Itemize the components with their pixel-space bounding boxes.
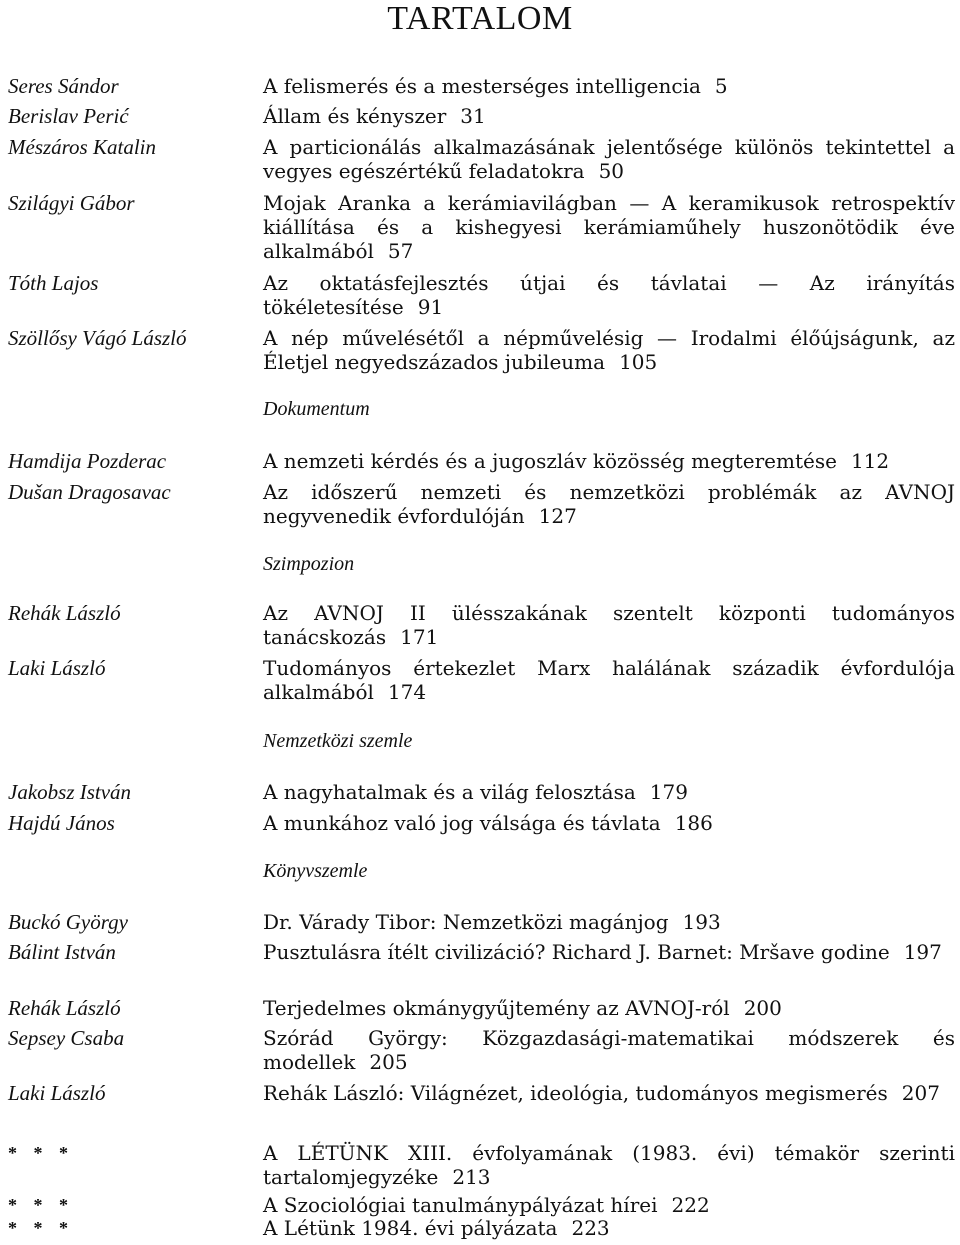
entry-title[interactable]: Szórád György: Közgazdasági-matematikai módszerek és modellek 205 xyxy=(263,1026,955,1074)
entry-page: 5 xyxy=(714,74,728,98)
entry-page: 171 xyxy=(400,625,439,649)
entry-title[interactable]: Az oktatásfejlesztés útjai és távlatai — Az irányítás tökéletesítése 91 xyxy=(263,271,955,319)
entry-title[interactable]: Pusztulásra ítélt civilizáció? Richard J. Barnet: Mršave godine 197 xyxy=(263,940,942,964)
section-heading-nemzetkozi-szemle: Nemzetközi szemle xyxy=(263,730,413,752)
entry-author: Szöllősy Vágó László xyxy=(8,326,187,350)
entry-title[interactable]: Tudományos értekezlet Marx halálának századik évfordulója alkalmából 174 xyxy=(263,656,955,704)
section-heading-szimpozion: Szimpozion xyxy=(263,553,355,575)
entry-author: Buckó György xyxy=(8,910,128,934)
entry-page: 222 xyxy=(671,1193,710,1217)
entry-page: 193 xyxy=(682,910,721,934)
entry-page: 207 xyxy=(901,1081,940,1105)
entry-page: 223 xyxy=(571,1216,610,1240)
entry-page: 112 xyxy=(850,449,890,473)
entry-page: 174 xyxy=(387,680,427,704)
entry-page: 91 xyxy=(417,295,444,319)
asterism: * * * xyxy=(8,1195,74,1215)
entry-title[interactable]: A Szociológiai tanulmánypályázat hírei 222 xyxy=(263,1193,710,1217)
entry-page: 186 xyxy=(674,811,713,835)
entry-title[interactable]: A nagyhatalmak és a világ felosztása 179 xyxy=(263,780,688,804)
entry-title[interactable]: Állam és kényszer 31 xyxy=(263,104,486,128)
entry-title[interactable]: A nemzeti kérdés és a jugoszláv közösség megteremtése 112 xyxy=(263,449,890,473)
entry-author: Berislav Perić xyxy=(8,104,129,128)
section-heading-konyvszemle: Könyvszemle xyxy=(263,860,368,882)
entry-title[interactable]: A nép művelésétől a népművelésig — Irodalmi élőújságunk, az Életjel negyedszázados jubileuma 105 xyxy=(263,326,955,374)
entry-author: Hamdija Pozderac xyxy=(8,449,167,473)
entry-page: 179 xyxy=(649,780,688,804)
entry-page: 197 xyxy=(903,940,942,964)
entry-title[interactable]: Az AVNOJ II ülésszakának szentelt központi tudományos tanácskozás 171 xyxy=(263,601,955,649)
entry-title[interactable]: Rehák László: Világnézet, ideológia, tudományos megismerés 207 xyxy=(263,1081,940,1105)
page-title: TARTALOM xyxy=(387,0,573,37)
entry-author: Tóth Lajos xyxy=(8,271,99,295)
entry-title[interactable]: Az időszerű nemzeti és nemzetközi problémák az AVNOJ negyvenedik évfordulóján 127 xyxy=(263,480,955,528)
entry-title[interactable]: A Létünk 1984. évi pályázata 223 xyxy=(263,1216,610,1240)
entry-page: 127 xyxy=(538,504,577,528)
entry-author: Bálint István xyxy=(8,940,116,964)
entry-title[interactable]: A felismerés és a mesterséges intelligencia 5 xyxy=(263,74,728,98)
entry-author: Laki László xyxy=(8,656,106,680)
entry-title[interactable]: A particionálás alkalmazásának jelentősége különös tekintettel a vegyes egészértékű feladatokra 50 xyxy=(263,135,955,183)
entry-author: Dušan Dragosavac xyxy=(8,480,171,504)
entry-page: 205 xyxy=(369,1050,408,1074)
entry-title[interactable]: Dr. Várady Tibor: Nemzetközi magánjog 193 xyxy=(263,910,721,934)
entry-page: 200 xyxy=(743,996,782,1020)
entry-author: Laki László xyxy=(8,1081,106,1105)
entry-author: Jakobsz István xyxy=(8,780,132,804)
asterism: * * * xyxy=(8,1218,74,1238)
entry-author: Mészáros Katalin xyxy=(8,135,156,159)
entry-author: Szilágyi Gábor xyxy=(8,191,135,215)
entry-author: Rehák László xyxy=(8,601,121,625)
entry-page: 31 xyxy=(460,104,486,128)
entry-title[interactable]: Terjedelmes okmánygyűjtemény az AVNOJ-ról 200 xyxy=(263,996,782,1020)
entry-page: 213 xyxy=(452,1165,491,1189)
entry-page: 57 xyxy=(387,239,414,263)
section-heading-dokumentum: Dokumentum xyxy=(263,398,370,420)
entry-page: 105 xyxy=(619,350,658,374)
asterism: * * * xyxy=(8,1143,74,1163)
entry-author: Rehák László xyxy=(8,996,121,1020)
entry-author: Hajdú János xyxy=(8,811,115,835)
entry-title[interactable]: Mojak Aranka a kerámiavilágban — A keramikusok retrospektív kiállítása és a kishegyesi kerámiaműhely huszonötödik éve alkalmából 57 xyxy=(263,191,955,263)
entry-page: 50 xyxy=(598,159,625,183)
entry-author: Sepsey Csaba xyxy=(8,1026,125,1050)
entry-author: Seres Sándor xyxy=(8,74,119,98)
entry-title[interactable]: A LÉTÜNK XIII. évfolyamának (1983. évi) témakör szerinti tartalomjegyzéke 213 xyxy=(263,1141,955,1189)
entry-title[interactable]: A munkához való jog válsága és távlata 186 xyxy=(263,811,713,835)
